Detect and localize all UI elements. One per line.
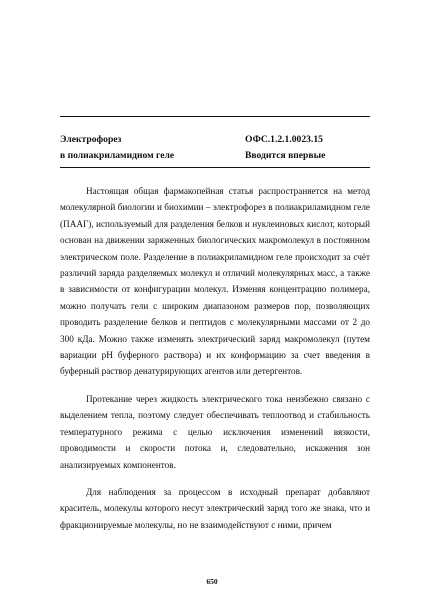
- paragraph-3: Для наблюдения за процессом в исходный препарат добавляют краситель, молекулы которого несут электрический заряд того же знака, что и фракционируемые молекулы, но не взаимодействуют с ними, причем: [60, 486, 370, 530]
- monograph-code: ОФС.1.2.1.0023.15: [245, 134, 323, 145]
- monograph-title-line-2: в полиакриламидном геле: [60, 150, 175, 161]
- monograph-status: Вводится впервые: [245, 150, 326, 161]
- paragraph-1: Настоящая общая фармакопейная статья распространяется на метод молекулярной биологии и биохимии – электрофорез в полиакриламидном геле (ПААГ), используемый для разделения белков и нуклеиновых кислот, который основан на движении заряженных биологических макромолекул в постоянном электрическом поле. Разделение в полиакриламидном геле происходит за счёт различий заряда разделяемых молекул и отличий молекулярных масс, а также в зависимости от конфигурации молекул. Изменяя концентрацию полимера, можно получать гели с широким диапазоном размеров пор, позволяющих проводить разделение белков и пептидов с молекулярными массами от 2 до 300 кДа. Можно также изменять электрический заряд макромолекул (путем вариации pH буферного раствора) и их конформацию за счет введения в буферный раствор денатурирующих агентов или детергентов.: [60, 186, 370, 377]
- page-number: 650: [206, 577, 218, 586]
- monograph-header: [60, 116, 370, 168]
- paragraph-2: Протекание через жидкость электрического тока неизбежно связано с выделением тепла, поэтому следует обеспечивать теплоотвод и стабильность температурного режима с целью исключения изменений вязкости, проводимости и скорости потока и, следовательно, искажения зон анализируемых компонентов.: [60, 393, 370, 470]
- monograph-title-line-1: Электрофорез: [60, 134, 122, 145]
- body-text: [60, 183, 370, 533]
